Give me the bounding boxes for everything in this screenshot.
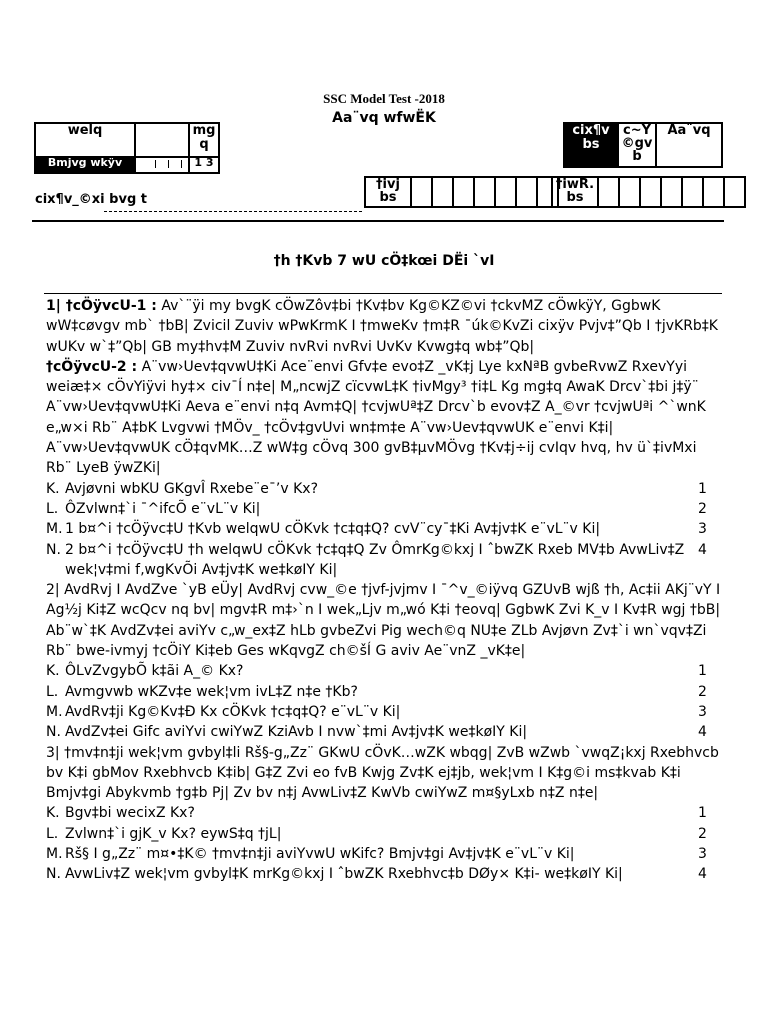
sub-question: N. 2 b¤^i †cÖÿvc‡U †h welqwU cÖKvk †c‡q‡Q Zv ÔmrKg©kxj I ˆbwZK Rxeb MV‡b AvwLiv‡Z wek¦v‡mi f‚wgKvÕi Av‡jv‡K we‡køIY Ki| 4 [46, 541, 707, 578]
blank-cell [135, 123, 189, 157]
header-divider [32, 220, 724, 222]
section-divider [44, 293, 722, 294]
set-label: mg q [189, 123, 219, 157]
reg-digit-cell[interactable] [661, 177, 682, 207]
sub-question: M. 1 b¤^i †cÖÿvc‡U †Kvb welqwU cÖKvk †c‡q‡Q? cvV¨cy¯‡Ki Av‡jv‡K e¨vL¨v Ki| 3 [46, 521, 707, 538]
reg-digit-cell[interactable] [598, 177, 619, 207]
question-content [46, 296, 726, 885]
chapter-label: Aa¨vq [656, 123, 722, 167]
reg-digit-cell[interactable] [640, 177, 661, 207]
right-info-box [563, 122, 723, 168]
subject-name-box: Bmjvg wkÿv [35, 157, 135, 173]
instruction-heading: †h †Kvb 7 wU cÖ‡kœi DËi `vI [273, 253, 495, 269]
sub-question: L. Avmgvwb wKZv‡e wek¦vm ivL‡Z n‡e †Kb? 2 [46, 683, 707, 700]
roll-number-box [364, 176, 559, 208]
question-2-stem: 2| AvdRvj I AvdZve `yB eÜy| AvdRvj cvw_©e †jvf-jvjmv I ¯^v_©iÿvq GZUvB wjß †h, Ac‡ii AKj¨vY I Ag½j Ki‡Z wcQcv nq bv| mgv‡R m‡›`n I wek„Ljv m„wó K‡i †eovq| GgbwK Zvi K_v I Kv‡R wgj †bB| Ab¨w`‡K AvdZv‡ei aviYv c„w_ex‡Z hLb gvbeZvi Pig wech©q NU‡e ZLb Avjøvn Zv‡`i wn`vqv‡Zi Rb¨ bwe-ivmyj †cÖiY Ki‡eb Ges wKqvgZ ch©šÍ G aviv Ae¨vnZ _vK‡e| [46, 582, 721, 660]
roll-digit-cell[interactable] [432, 177, 453, 207]
reg-digit-cell[interactable] [703, 177, 724, 207]
sub-question: K. ÔLvZvgybÕ k‡ãi A_© Kx? 1 [46, 663, 707, 680]
code-number: 1 3 [189, 157, 219, 173]
roll-digit-cell[interactable] [495, 177, 516, 207]
registration-number-box [551, 176, 746, 208]
roll-digit-cell[interactable] [453, 177, 474, 207]
sub-question: M. Rš§ I g„Zz¨ m¤•‡K© †mv‡n‡ji aviYvwU wKifc? Bmjv‡gi Av‡jv‡K e¨vL¨v Ki| 3 [46, 846, 707, 863]
sub-question: K. Bgv‡bi wecixZ Kx? 1 [46, 805, 707, 822]
sub-question: L. Zvlwn‡`i gjK_v Kx? eywS‡q †jL| 2 [46, 825, 707, 842]
roll-digit-cell[interactable] [516, 177, 537, 207]
roll-digit-cell[interactable] [474, 177, 495, 207]
question-3-stem: 3| †mv‡n‡ji wek¦vm gvbyl‡li Rš§-g„Zz¨ GKwU cÖvK…wZK wbqg| ZvB wZwb `vwqZ¡kxj Rxebhvcb bv K‡i gbMov Rxebhvcb K‡ib| G‡Z Zvi eo fvB Kwjg Zv‡K ej‡jb, wek¦vm I K‡g©i ms‡kvab K‡i Bmjv‡gi Abykvmb †g‡b Pj| Zv bv n‡j AvwLiv‡Z KwVb cwiYwZ m¤§yLxb n‡Z n‡e| [46, 744, 719, 802]
sub-question: N. AvwLiv‡Z wek¦vm gvbyl‡K mrKg©kxj I ˆbwZK Rxebhvc‡b DØy× K‡i- we‡køIY Ki| 4 [46, 866, 707, 883]
page-title: SSC Model Test -2018 [323, 91, 445, 106]
reg-digit-cell[interactable] [724, 177, 745, 207]
examinee-name-label: cix¶v_©xi bvg t [35, 192, 147, 207]
reg-digit-cell[interactable] [619, 177, 640, 207]
exam-no-label: cix¶v bs [564, 123, 618, 167]
sub-question: M. AvdRv‡ji Kg©Kv‡Ð Kx cÖKvk †c‡q‡Q? e¨vL¨v Ki| 3 [46, 703, 707, 720]
roll-digit-cell[interactable] [411, 177, 432, 207]
sub-question: L. ÔZvlwn‡`i ¯^ifcÕ e¨vL¨v Ki| 2 [46, 500, 707, 517]
sub-question: N. AvdZv‡ei Gifc aviYvi cwiYwZ KziAvb I nvw`‡mi Av‡jv‡K we‡køIY Ki| 4 [46, 724, 707, 741]
sub-question: K. Avjøvni wbKU GKgvÎ Rxebe¨e¯’v Kx? 1 [46, 480, 707, 497]
question-1-stem-2: †cÖÿvcU-2 : A¨vw›Uev‡qvwU‡Ki Ace¨envi Gfv‡e evo‡Z _vK‡j Lye kxNªB gvbeRvwZ RxevYyi weiæ‡× cÖvYiÿvi hy‡× civ¯Í n‡e| M„ncwjZ cïcvwL‡K †ivMgy³ †i‡L Kg mg‡q AwaK Drcv`‡bi j‡ÿ¨ A¨vw›Uev‡qvwU‡Ki Aeva e¨envi n‡q Avm‡Q| †cvjwUª‡Z Drcv`b evov‡Z A_©vr †cvjwUªi ^`wnK e„w×i Rb¨ A‡bK Lvgvwi †MÖv_ †cÖv‡gvUvi wn‡m‡e A¨vw›Uev‡qvwUK e¨envi K‡i| A¨vw›Uev‡qvwUK cÖ‡qvMK…Z wW‡g cÖvq 300 gvB‡µvMÖvg †Kv‡j÷ij cvIqv hvq, hv ü`‡ivMxi Rb¨ LyeB ÿwZKi| [46, 358, 706, 477]
full-marks-label: c~Y ©gv b [618, 123, 656, 167]
registration-label: †iwR. bs [552, 177, 598, 207]
subject-title: Aa¨vq wfwËK [332, 110, 436, 126]
roll-label: †ivj bs [365, 177, 411, 207]
name-dotted-line[interactable] [104, 211, 362, 212]
question-1-stem: 1| †cÖÿvcU-1 : Av`¨ÿi my bvgK cÖwZôv‡bi †Kv‡bv Kg©KZ©vi †ckvMZ cÖwkÿY, GgbwK wW‡cøvgv mb` †bB| Zvicil Zuviv wPwKrmK I †mweKv †m‡R ¯úk©KvZi cixÿv Pvjv‡”Qb I †jvKRb‡K wUKv w`‡”Qb| GB my‡hv‡M Zuviv nvRvi nvRvi UvKv Kvwg‡q wb‡”Qb| [46, 298, 718, 355]
reg-digit-cell[interactable] [682, 177, 703, 207]
subject-label: welq [35, 123, 135, 157]
left-info-box [34, 122, 220, 174]
